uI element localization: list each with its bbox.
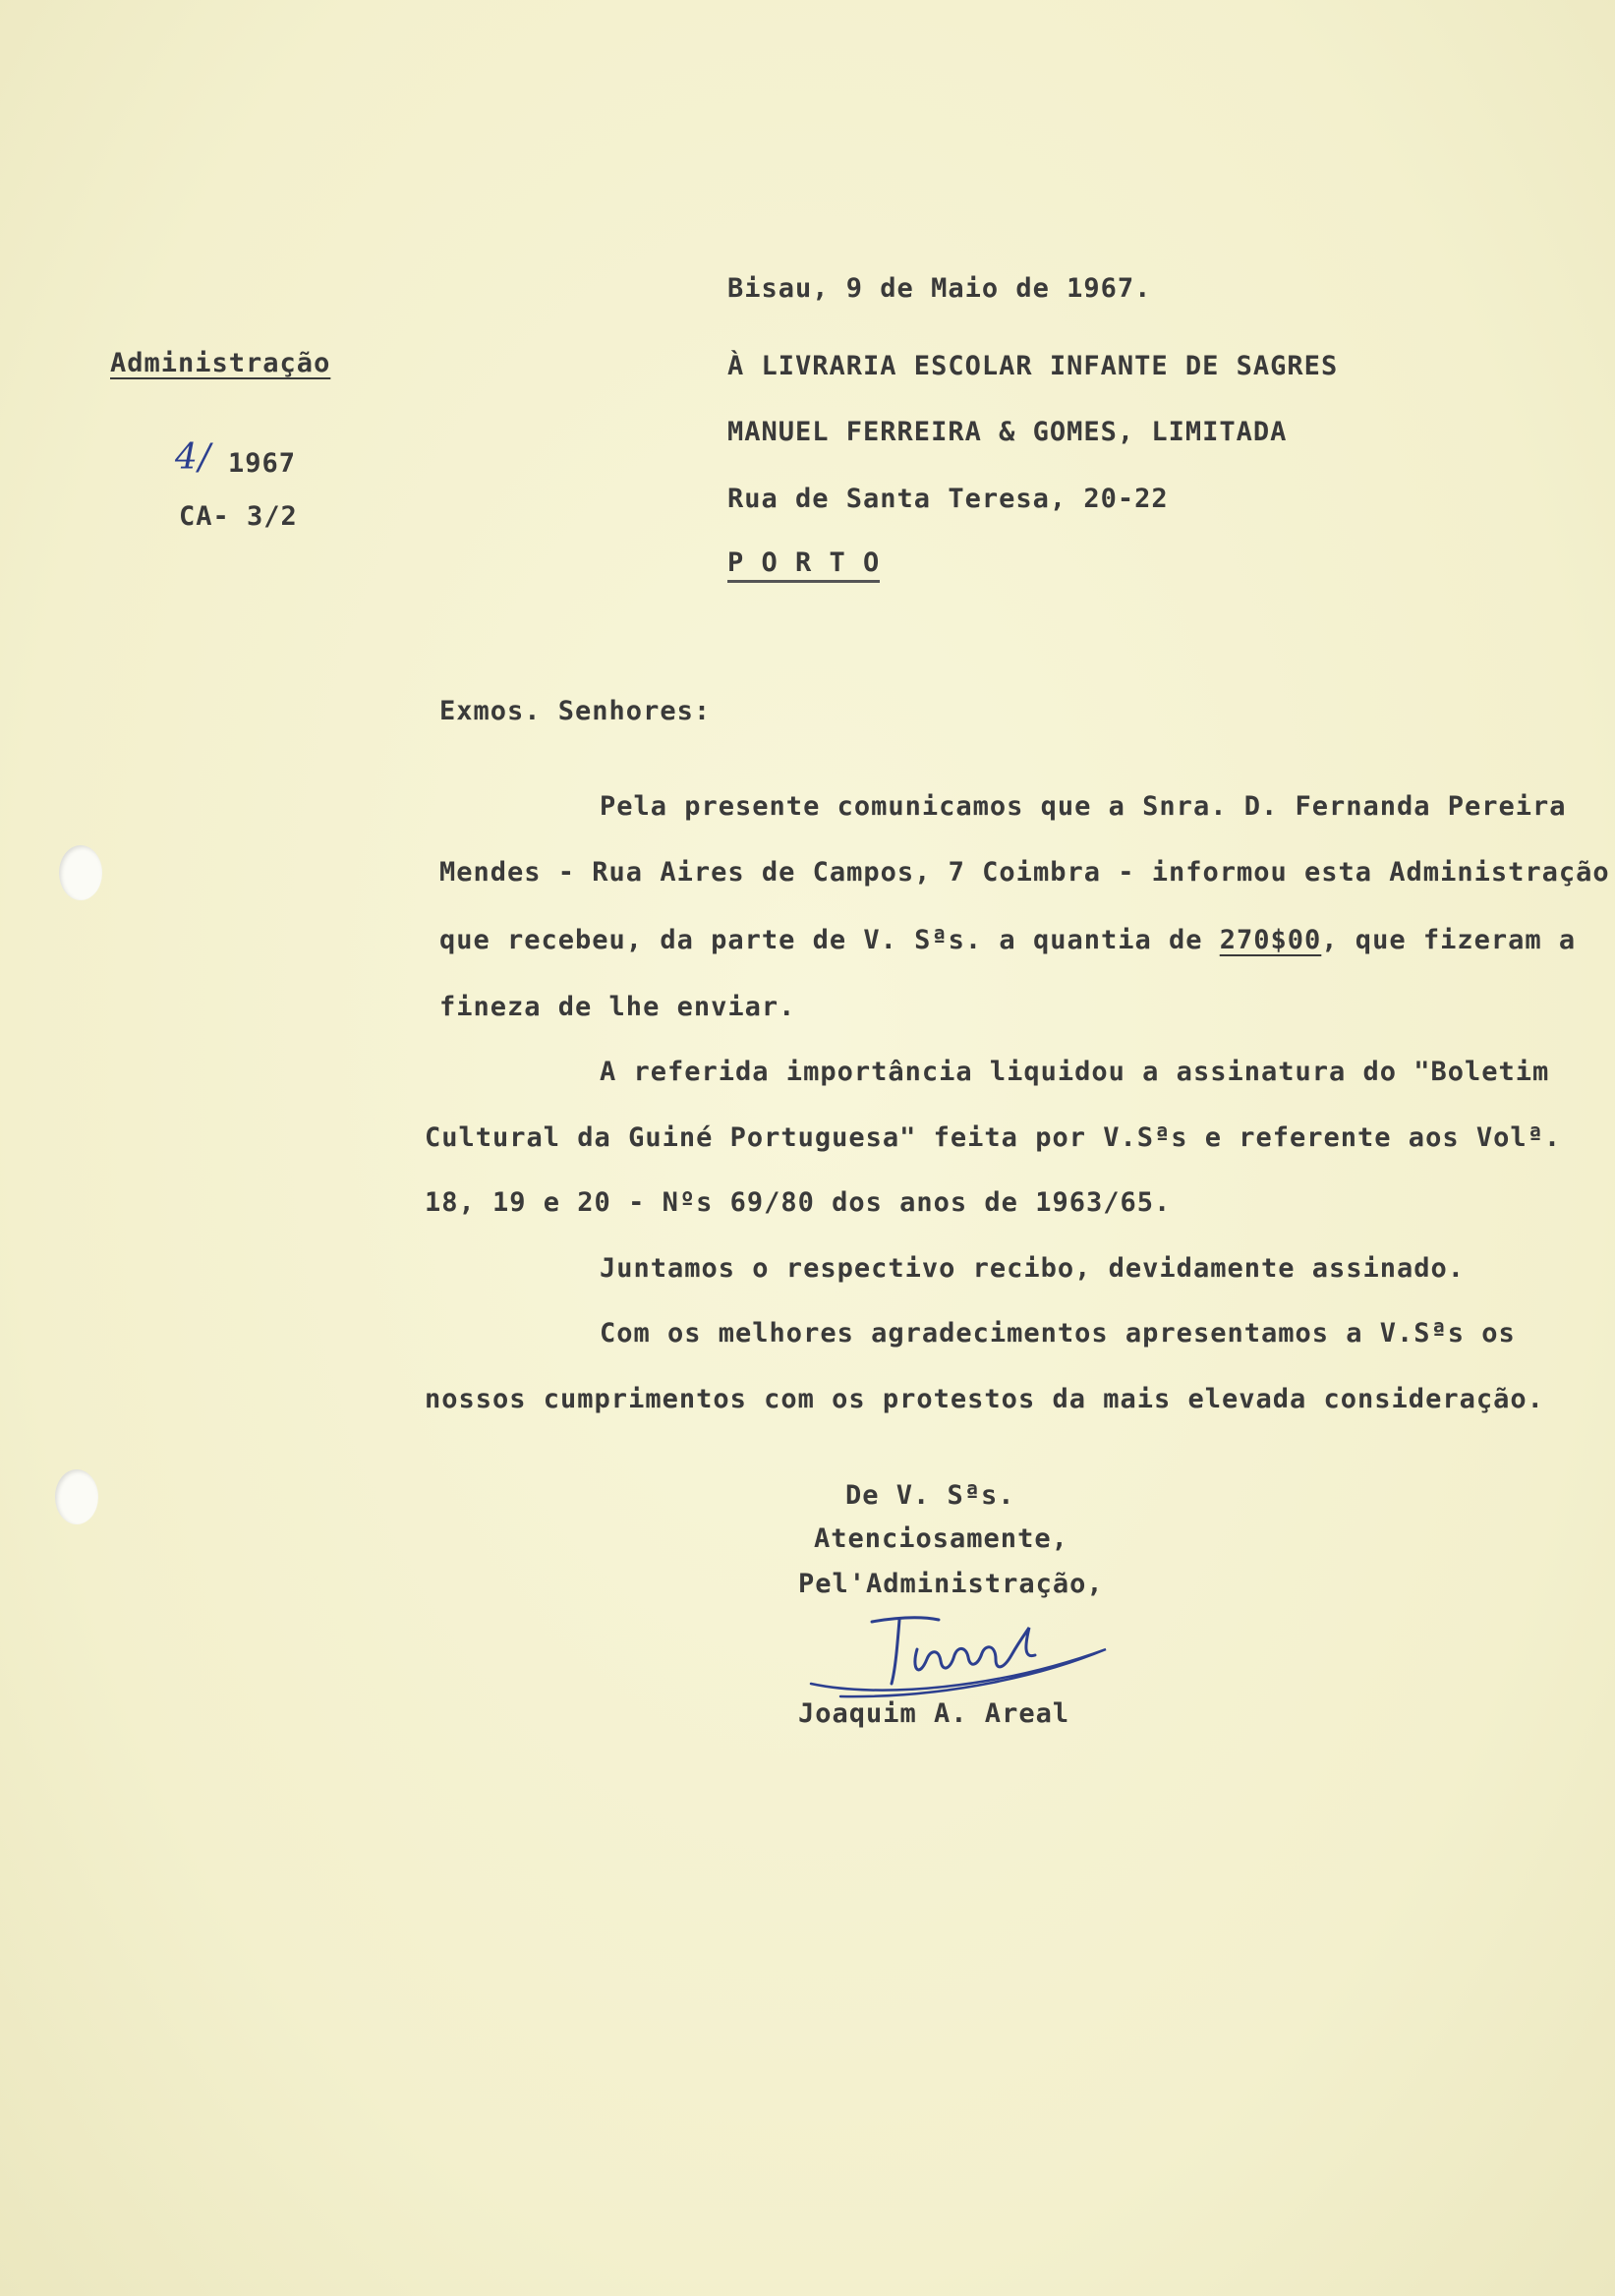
body-p1-line-3-end: , que fizeram a (1321, 925, 1577, 955)
addressee-line-3: Rua de Santa Teresa, 20-22 (727, 484, 1169, 514)
addressee-line-1: À LIVRARIA ESCOLAR INFANTE DE SAGRES (727, 351, 1339, 381)
closing-line-3: Pel'Administração, (798, 1569, 1104, 1599)
ref-year: 1967 (228, 448, 297, 479)
body-p2-line-3: 18, 19 e 20 - Nºs 69/80 dos anos de 1963/65. (425, 1187, 1172, 1218)
body-p1-line-2: Mendes - Rua Aires de Campos, 7 Coimbra - informou esta Administração (439, 857, 1610, 888)
ref-code: CA- 3/2 (179, 501, 298, 532)
city-underline (727, 580, 880, 583)
date-line: Bisau, 9 de Maio de 1967. (727, 273, 1152, 304)
handwritten-signature (801, 1590, 1116, 1708)
body-p3: Juntamos o respectivo recibo, devidamente assinado. (600, 1253, 1466, 1284)
body-p1-line-1: Pela presente comunicamos que a Snra. D. Fernanda Pereira (600, 791, 1567, 822)
body-p4-line-1: Com os melhores agradecimentos apresentamos a V.Sªs os (600, 1318, 1516, 1349)
closing-line-1: De V. Sªs. (845, 1480, 1015, 1511)
amount-value: 270$00 (1219, 925, 1322, 955)
body-p1-line-3-start: que recebeu, da parte de V. Sªs. a quantia de (439, 925, 1220, 955)
closing-line-2: Atenciosamente, (814, 1523, 1068, 1554)
department-label: Administração (110, 348, 331, 378)
salutation: Exmos. Senhores: (439, 696, 712, 726)
body-p1-line-3 (439, 927, 1576, 953)
handwritten-ref-number: 4/ (175, 437, 212, 478)
body-p4-line-2: nossos cumprimentos com os protestos da mais elevada consideração. (425, 1384, 1544, 1414)
punch-hole-bottom (55, 1469, 98, 1524)
punch-hole-top (59, 845, 102, 900)
body-p2-line-2: Cultural da Guiné Portuguesa" feita por V.Sªs e referente aos Volª. (425, 1122, 1562, 1153)
addressee-city: P O R T O (727, 547, 881, 578)
addressee-line-2: MANUEL FERREIRA & GOMES, LIMITADA (727, 417, 1288, 447)
body-p2-line-1: A referida importância liquidou a assinatura do "Boletim (600, 1057, 1550, 1087)
body-p1-line-4: fineza de lhe enviar. (439, 992, 796, 1022)
signer-name: Joaquim A. Areal (798, 1698, 1070, 1729)
